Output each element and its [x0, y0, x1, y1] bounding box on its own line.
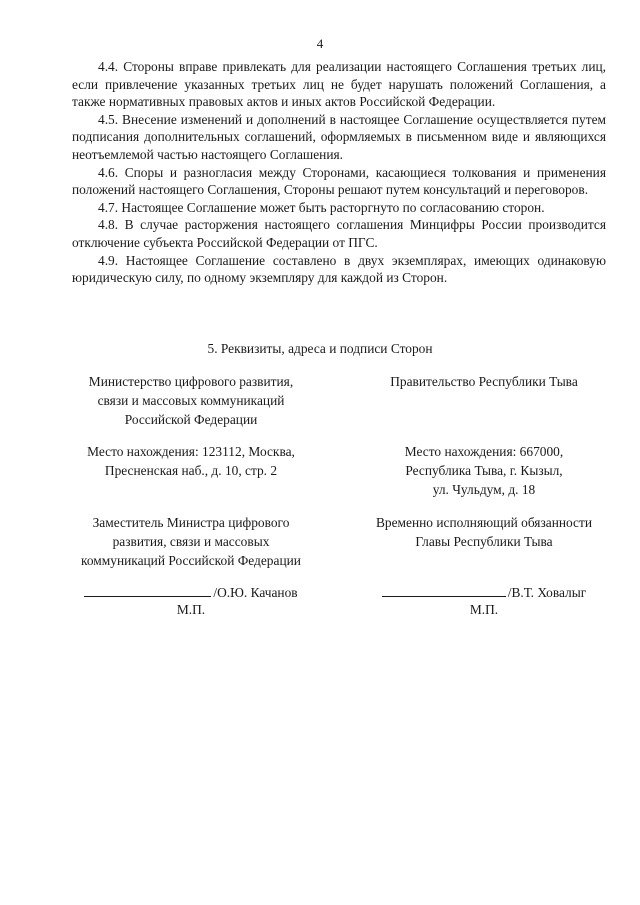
right-party-address-line: ул. Чульдум, д. 18 — [432, 482, 536, 497]
right-party-position-line: Временно исполняющий обязанности — [375, 515, 593, 530]
right-party-address — [348, 442, 620, 499]
page-number: 4 — [316, 36, 324, 51]
left-party-address — [56, 442, 326, 480]
left-party-name-line: связи и массовых коммуникаций — [97, 393, 285, 408]
left-signatory-name: /О.Ю. Качанов — [213, 585, 298, 600]
left-party-position-line: коммуникаций Российской Федерации — [81, 553, 301, 568]
left-party-position — [56, 513, 326, 570]
right-party-name — [348, 372, 620, 391]
right-party-address-line: Республика Тыва, г. Кызыл, — [405, 463, 563, 478]
left-signature-line — [84, 583, 211, 597]
clause-4-7: 4.7. Настоящее Соглашение может быть расторгнуто по согласованию сторон. — [98, 199, 545, 215]
left-party-column — [56, 372, 326, 652]
right-party-name-line: Правительство Республики Тыва — [390, 374, 578, 389]
right-party-position-line: Главы Республики Тыва — [415, 534, 553, 549]
left-party-address-line: Место нахождения: 123112, Москва, — [87, 444, 295, 459]
left-party-position-line: Заместитель Министра цифрового — [92, 515, 290, 530]
left-party-name — [56, 372, 326, 429]
clause-4-6: 4.6. Споры и разногласия между Сторонами, касающиеся толкования и применения положений настоящего Соглашения, Стороны решают путем консультаций и переговоров. — [72, 164, 606, 198]
left-party-name-line: Министерство цифрового развития, — [88, 374, 294, 389]
left-party-address-line: Пресненская наб., д. 10, стр. 2 — [104, 463, 278, 478]
left-seal-label: М.П. — [176, 602, 206, 617]
right-signatory-name: /В.Т. Ховалыг — [507, 585, 587, 600]
right-party-address-line: Место нахождения: 667000, — [404, 444, 564, 459]
agreement-clauses — [72, 58, 606, 287]
left-party-position-line: развития, связи и массовых — [112, 534, 270, 549]
clause-4-8: 4.8. В случае расторжения настоящего соглашения Минцифры России производится отключение субъекта Российской Федерации от ПГС. — [72, 217, 606, 250]
right-signature-line — [382, 583, 506, 597]
right-party-column — [348, 372, 620, 652]
clause-4-5: 4.5. Внесение изменений и дополнений в настоящее Соглашение осуществляется путем подписания дополнительных соглашений, оформляемых в письменном виде и являющихся неотъемлемой частью настоящего Соглашения. — [72, 111, 606, 162]
clause-4-9: 4.9. Настоящее Соглашение составлено в двух экземплярах, имеющих одинаковую юридическую силу, по одному экземпляру для каждой из Сторон. — [72, 252, 606, 286]
right-seal-label: М.П. — [469, 602, 499, 617]
section-title: 5. Реквизиты, адреса и подписи Сторон — [207, 341, 433, 356]
right-party-position — [348, 513, 620, 551]
clause-4-4: 4.4. Стороны вправе привлекать для реализации настоящего Соглашения третьих лиц, если привлечение указанных третьих лиц не будет нарушать положений Соглашения, а также нормативных правовых актов и иных актов Российской Федерации. — [72, 59, 606, 110]
left-party-name-line: Российской Федерации — [124, 412, 258, 427]
